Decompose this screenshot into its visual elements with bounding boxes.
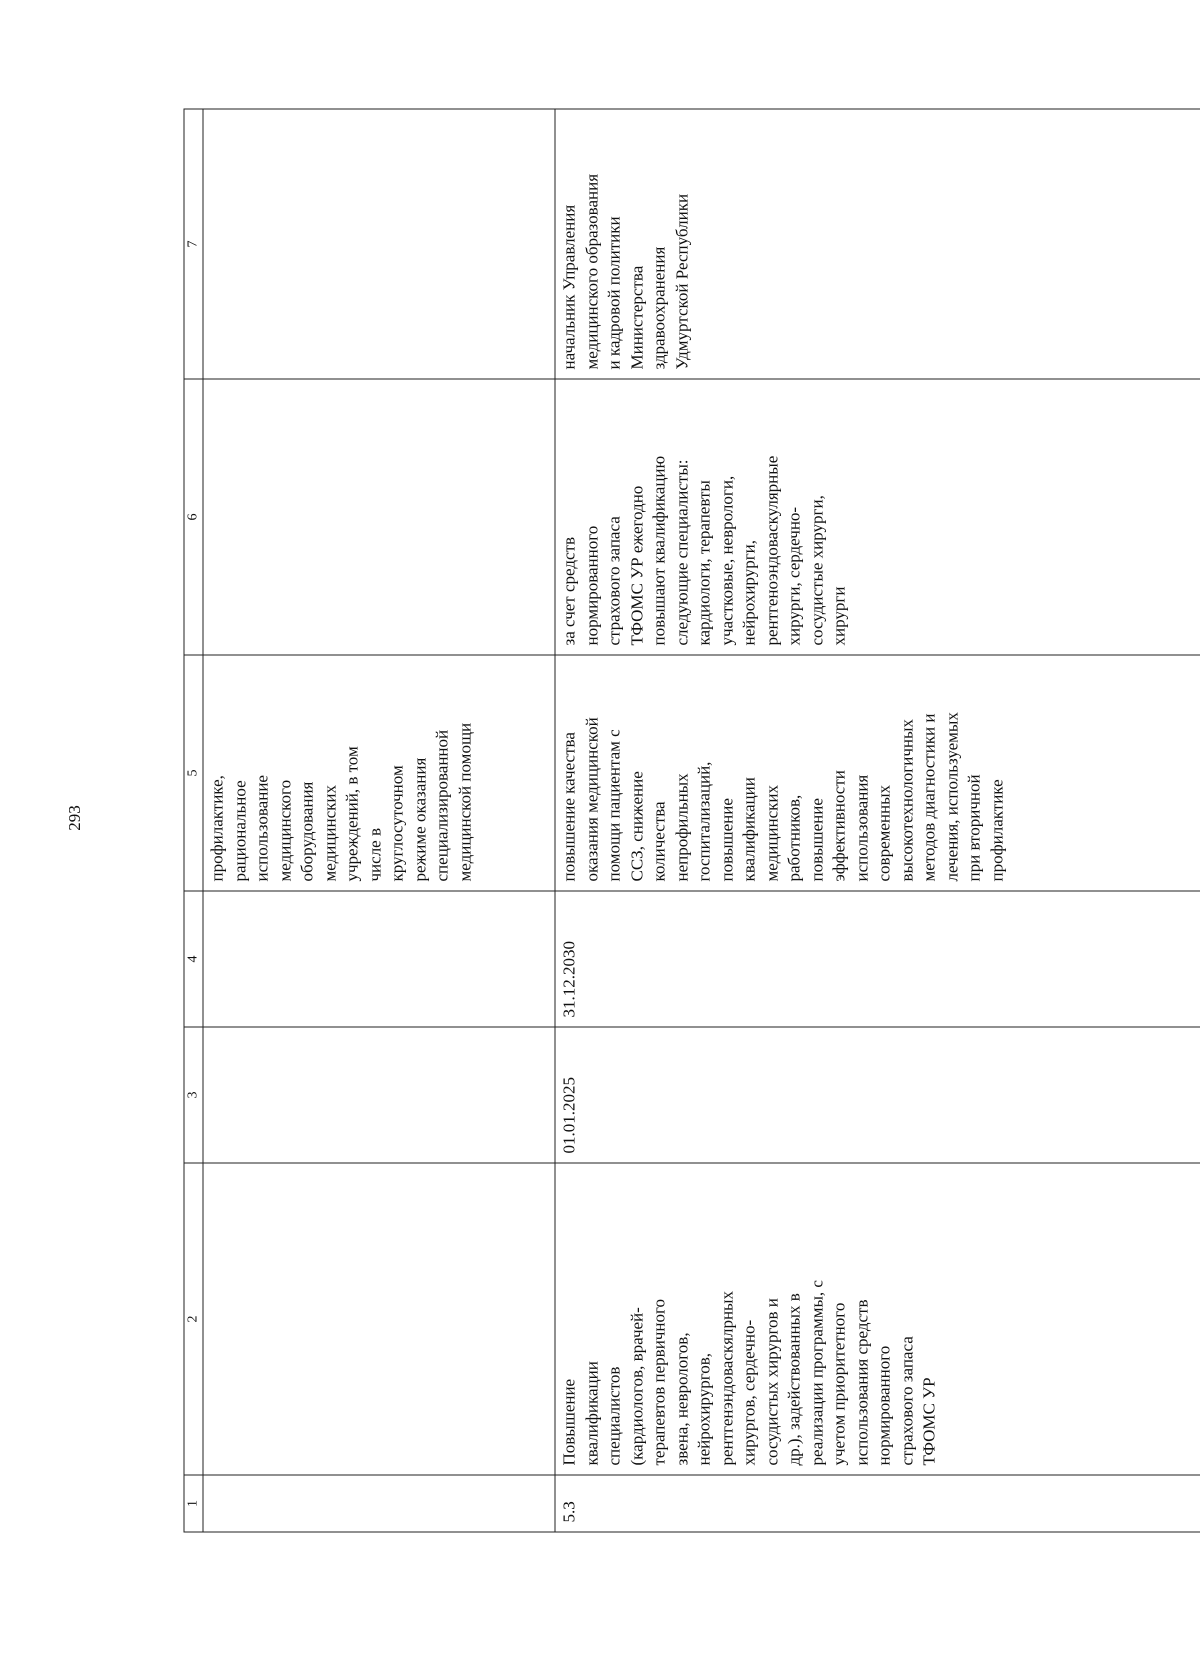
- cell-responsible: начальник Управления медицинского образования и кадровой политики Министерства здравоохранения Удмуртской Республики: [555, 109, 1200, 379]
- cell-end-date: [203, 891, 555, 1027]
- column-number: 4: [184, 891, 203, 1027]
- cell-start-date: 01.01.2025: [555, 1027, 1200, 1163]
- column-number: 5: [184, 655, 203, 891]
- column-number: 6: [184, 379, 203, 655]
- column-number-row: [184, 109, 203, 1532]
- cell-start-date: [203, 1027, 555, 1163]
- cell-measure: Повышение квалификации специалистов (кардиологов, врачей- терапевтов первичного звена, неврологов, нейрохирургов, рентгенэндоваскялрных хирургов, сердечно- сосудистых хирургов и др.), задействованных в реализации программы, с учетом приоритетного использования средств нормированного страхового запаса ТФОМС УР: [555, 1163, 1200, 1475]
- column-number: 7: [184, 109, 203, 379]
- rotated-table-container: [184, 110, 1200, 1533]
- table-row-continuation: [203, 109, 555, 1532]
- cell-indicator: [203, 379, 555, 655]
- column-number: 1: [184, 1475, 203, 1532]
- cell-expected-result: профилактике, рациональное использование медицинского оборудования медицинских учреждений, в том числе в круглосуточном режиме оказания специализированной медицинской помощи: [203, 655, 555, 891]
- cell-expected-result: повышение качества оказания медицинской помощи пациентам с ССЗ, снижение количества непрофильных госпитализаций, повышение квалификации медицинских работников, повышение эффективности использования современных высокотехнологичных методов диагностики и лечения, используемых при вторичной профилактике: [555, 655, 1200, 891]
- measures-table: [184, 109, 1200, 1533]
- cell-item-number: 5.3: [555, 1475, 1200, 1532]
- page-number: 293: [65, 805, 84, 831]
- column-number: 2: [184, 1163, 203, 1475]
- cell-responsible: [203, 109, 555, 379]
- cell-measure: [203, 1163, 555, 1475]
- cell-item-number: [203, 1475, 555, 1532]
- column-number: 3: [184, 1027, 203, 1163]
- cell-end-date: 31.12.2030: [555, 891, 1200, 1027]
- table-row: [555, 109, 1200, 1532]
- cell-indicator: за счет средств нормированного страхового запаса ТФОМС УР ежегодно повышают квалификацию следующие специалисты: кардиологи, терапевты участковые, неврологи, нейрохирурги, рентгеноэндоваскулярные хирурги, сердечно- сосудистые хирурги, хирурги: [555, 379, 1200, 655]
